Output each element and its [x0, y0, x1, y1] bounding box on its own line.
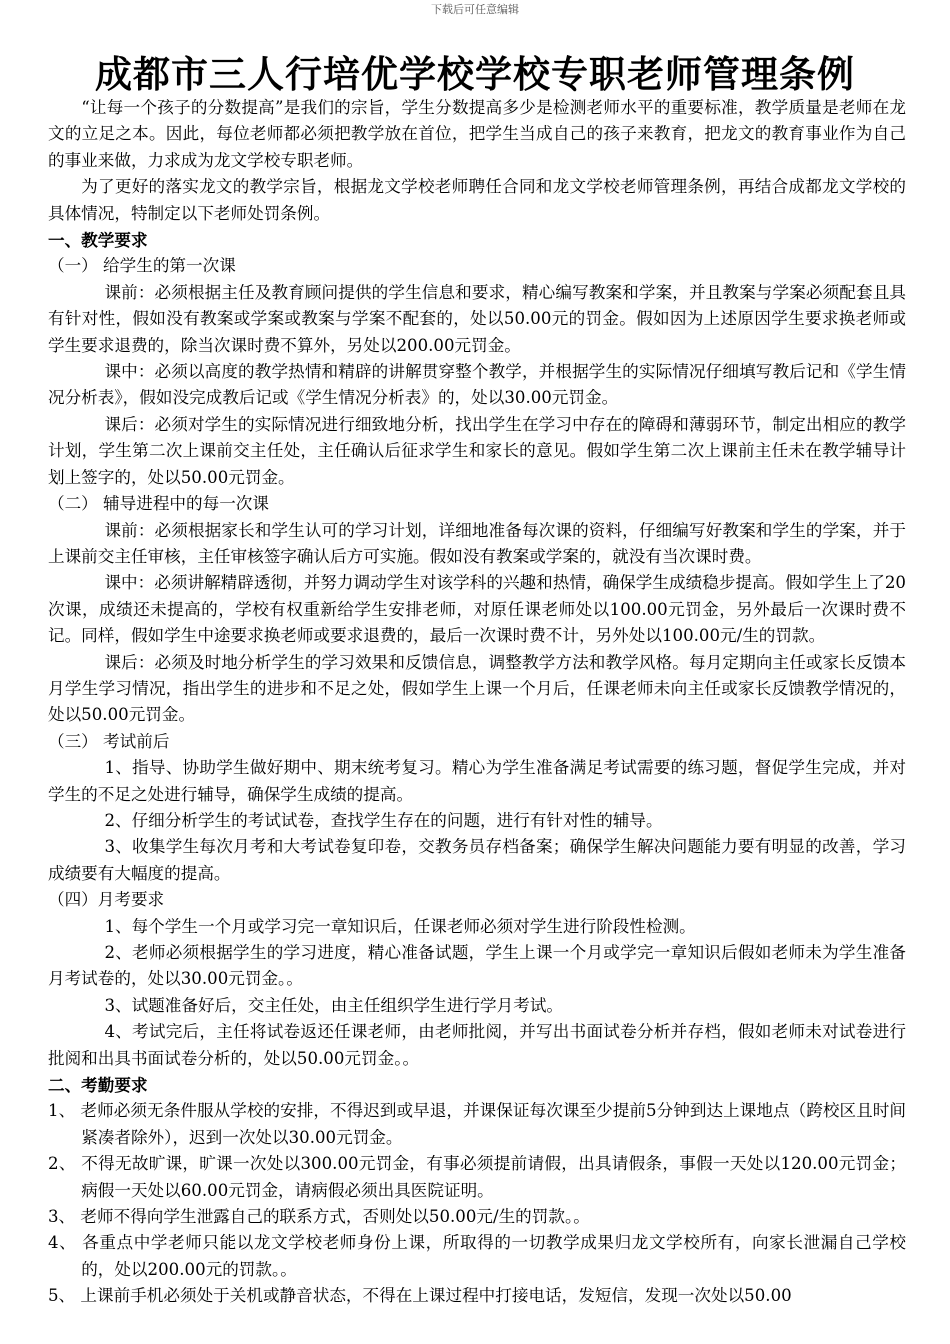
- paragraph: 课前：必须根据主任及教育顾问提供的学生信息和要求，精心编写教案和学案，并且教案与学案必须配套且具有针对性，假如没有教案或学案或教案与学案不配套的，处以50.00元的罚金。假如因为上述原因学生要求换老师或学生要求退费的，除当次课时费不算外，另处以200.00元罚金。: [48, 282, 906, 355]
- paragraph: 课前：必须根据家长和学生认可的学习计划，详细地准备每次课的资料，仔细编写好教案和学生的学案，并于上课前交主任审核，主任审核签字确认后方可实施。假如没有教案或学案的，就没有当次课时费。: [48, 520, 906, 566]
- paragraph: 2、仔细分析学生的考试试卷，查找学生存在的问题，进行有针对性的辅导。: [104, 810, 663, 830]
- list-item: 4、 各重点中学老师只能以龙文学校老师身份上课，所取得的一切教学成果归龙文学校所有，向家长泄漏自己学校的，处以200.00元的罚款。。: [48, 1233, 906, 1279]
- intro-paragraph: “让每一个孩子的分数提高”是我们的宗旨，学生分数提高多少是检测老师水平的重要标准，教学质量是老师在龙文的立足之本。因此，每位老师都必须把教学放在首位，把学生当成自己的孩子来教育，把龙文的教育事业作为自己的事业来做，力求成为龙文学校专职老师。: [48, 98, 906, 170]
- list-item: 5、 上课前手机必须处于关机或静音状态，不得在上课过程中打接电话，发短信，发现一次处以50.00: [48, 1286, 792, 1306]
- document-body: [48, 95, 906, 1310]
- list-item: 1、 老师必须无条件服从学校的安排，不得迟到或早退，并课保证每次课至少提前5分钟到达上课地点（跨校区且时间紧凑者除外），迟到一次处以30.00元罚金。: [48, 1101, 906, 1147]
- paragraph: 课后：必须及时地分析学生的学习效果和反馈信息，调整教学方法和教学风格。每月定期向主任或家长反馈本月学生学习情况，指出学生的进步和不足之处，假如学生上课一个月后，任课老师未向主任或家长反馈教学情况的，处以50.00元罚金。: [48, 652, 906, 725]
- list-item: 3、 老师不得向学生泄露自己的联系方式，否则处以50.00元/生的罚款。。: [48, 1207, 590, 1227]
- paragraph: 3、收集学生每次月考和大考试卷复印卷，交教务员存档备案；确保学生解决问题能力要有明显的改善，学习成绩要有大幅度的提高。: [48, 837, 906, 883]
- subsection-heading: （一） 给学生的第一次课: [48, 256, 236, 276]
- paragraph: 1、指导、协助学生做好期中、期末统考复习。精心为学生准备满足考试需要的练习题，督促学生完成，并对学生的不足之处进行辅导，确保学生成绩的提高。: [48, 758, 906, 804]
- subsection-heading: （三） 考试前后: [48, 731, 170, 751]
- section-heading: 二、考勤要求: [48, 1075, 148, 1096]
- subsection-heading: （二） 辅导进程中的每一次课: [48, 494, 269, 514]
- list-item: 2、 不得无故旷课，旷课一次处以300.00元罚金，有事必须提前请假，出具请假条，事假一天处以120.00元罚金；病假一天处以60.00元罚金，请病假必须出具医院证明。: [48, 1154, 906, 1200]
- paragraph: 课中：必须以高度的教学热情和精辟的讲解贯穿整个教学，并根据学生的实际情况仔细填写教后记和《学生情况分析表》，假如没完成教后记或《学生情况分析表》的，处以30.00元罚金。: [48, 362, 906, 408]
- subsection-heading: （四）月考要求: [48, 890, 165, 910]
- paragraph: 4、考试完后，主任将试卷返还任课老师，由老师批阅，并写出书面试卷分析并存档，假如老师未对试卷进行批阅和出具书面试卷分析的，处以50.00元罚金。。: [48, 1022, 906, 1068]
- paragraph: 课后：必须对学生的实际情况进行细致地分析，找出学生在学习中存在的障碍和薄弱环节，制定出相应的教学计划，学生第二次上课前交主任处，主任确认后征求学生和家长的意见。假如学生第二次上课前主任未在教学辅导计划上签字的，处以50.00元罚金。: [48, 414, 906, 487]
- section-heading: 一、教学要求: [48, 230, 148, 251]
- paragraph: 2、老师必须根据学生的学习进度，精心准备试题，学生上课一个月或学完一章知识后假如老师未为学生准备月考试卷的，处以30.00元罚金。。: [48, 943, 906, 989]
- paragraph: 课中：必须讲解精辟透彻，并努力调动学生对该学科的兴趣和热情，确保学生成绩稳步提高。假如学生上了20次课，成绩还未提高的，学校有权重新给学生安排老师，对原任课老师处以100.00元罚金，另外最后一次课时费不记。同样，假如学生中途要求换老师或要求退费的，最后一次课时费不计，另外处以100.00元/生的罚款。: [48, 573, 906, 646]
- header-note: 下载后可任意编辑: [431, 3, 519, 16]
- paragraph: 3、试题准备好后，交主任处，由主任组织学生进行学月考试。: [104, 995, 564, 1015]
- document-title: 成都市三人行培优学校学校专职老师管理条例: [95, 52, 855, 96]
- paragraph: 1、每个学生一个月或学习完一章知识后，任课老师必须对学生进行阶段性检测。: [104, 916, 696, 936]
- intro-paragraph: 为了更好的落实龙文的教学宗旨，根据龙文学校老师聘任合同和龙文学校老师管理条例，再结合成都龙文学校的具体情况，特制定以下老师处罚条例。: [48, 177, 906, 223]
